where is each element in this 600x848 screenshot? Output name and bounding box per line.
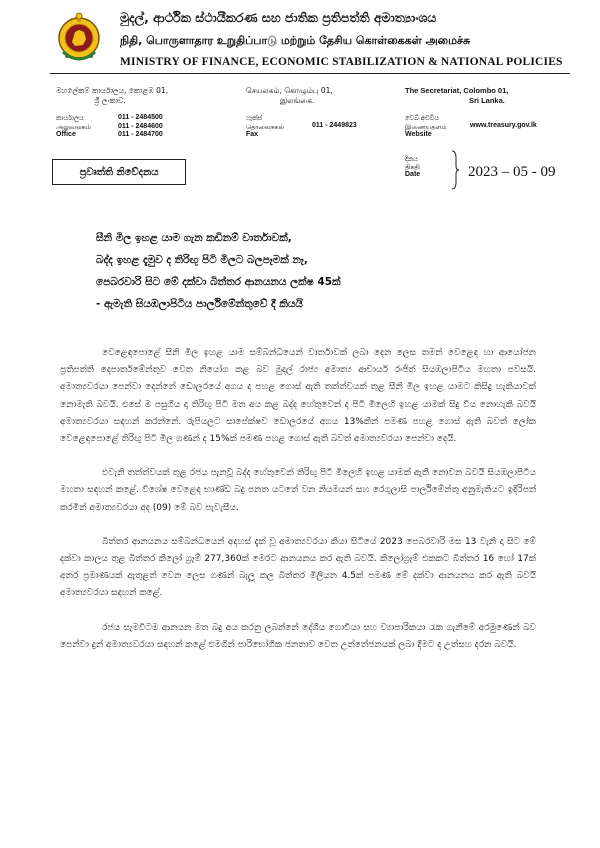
ministry-name-tamil: நிதி, பொருளாதார உறுதிப்பாடு மற்றும் தேசிய கொள்கைகள் அமைச்சு	[120, 34, 471, 47]
address-english: The Secretariat, Colombo 01, Sri Lanka.	[405, 86, 509, 105]
office-label: කාර්යාලය அலுவலகம் Office	[56, 114, 91, 138]
website-link[interactable]: www.treasury.gov.lk	[470, 122, 537, 129]
office-numbers: 011 - 2484500 011 - 2484600 011 - 2484700	[118, 114, 163, 138]
paragraph-3: බිත්තර ආනයනය සම්බන්ධයෙන් අදහස් දැක් වූ අමාත්‍යවරයා කියා සිටියේ 2023 පෙබරවාරි මස 13 වැනි දා සිට මේ දක්වා කාලය තුළ බිත්තර කිලෝ ග්‍රෑම් 277,360ක් මෙරට ආනයනය කර ඇති බවයි. කිලෝග්‍රෑම් එකකට බිත්තර 16 හෝ 17ක් අතර ප්‍රමාණයක් ඇතුළත් වෙන ලෙස ගණන් බැලූ කල බිත්තර මිලියන 4.5ක් පමණ මේ දක්වා ආනයනය කර ඇති බවයි අමාත්‍යවරයා සඳහන් කළේ.	[60, 536, 536, 599]
date-label: දිනය திகதி Date	[405, 155, 421, 178]
press-release-label: ප්‍රවෘත්ති නිවේදනය	[52, 159, 186, 185]
paragraph-4: රජය සැමවිටම ආනයන මත බදු අය කරනු ලබන්නේ දේශීය ගොවියා සහ ව්‍යාපාරිකයා රැක ගැනීමේ අරමුණෙන් බව පෙන්වා දුන් අමාත්‍යවරයා සඳහන් කළේ එමගින් පාරිභෝගික ජනතාව වෙත උත්තේජනයක් ලබා දීමට ද උත්සහ දරන බවයි.	[60, 622, 536, 650]
headline-line-3: පෙබරවාරි සිට මේ දක්වා බිත්තර ආනයනය ලක්ෂ 45ක්	[96, 276, 341, 288]
headline-line-2: බද්ද ඉහළ දැමුව ද තිරිඟු පිටි මිලට බලපෑමක් නෑ,	[96, 254, 308, 266]
date-brace-icon	[451, 150, 459, 190]
headline-line-1: සීනි මිල ඉහළ යාම ගැන කඩිනම් වාර්තාවක්,	[96, 232, 292, 244]
article-body	[60, 345, 536, 671]
ministry-name-english: MINISTRY OF FINANCE, ECONOMIC STABILIZATION & NATIONAL POLICIES	[120, 56, 563, 68]
release-date: 2023 – 05 - 09	[468, 164, 556, 180]
website-label: වෙබ් අඩවිය இணையதளம் Website	[405, 114, 447, 138]
headline-line-4: - ඇමැති සියඹලාපිටිය පාර්ලිමේන්තුවේ දී කියයි	[96, 298, 303, 310]
header-divider	[50, 73, 570, 74]
ministry-name-sinhala: මුදල්, ආර්ථික ස්ථායීකරණ සහ ජාතික ප්‍රතිපත්ති අමාත්‍යාංශය	[120, 10, 437, 25]
fax-label: ෆැක්ස් தொலைநகல் Fax	[246, 114, 284, 138]
paragraph-1: වෙළෙඳපොළේ සීනි මිල ඉහළ යාම සම්බන්ධයෙන් වාර්තාවක් ලබා දෙන ලෙස තමන් වෙළෙඳ හා ආයෝජන ප්‍රතිපත්ති දෙපාර්තමේන්තුව වෙත නියෝග කළ බව මුදල් රාජ්‍ය අමාත්‍ය ආචාර්ය රංජිත් සියඹලාපිටිය මහතා පවසයි. අමාත්‍යවරයා පෙන්වා දෙන්නේ ඩොලරයේ අගය ද පහළ ගොස් ඇති තත්ත්වයක් තුළ සීනි මිල ඉහළ යාමට කිසිදු හැකියාවක් නොමැති බවයි. එසේ ම පසුගිය දා තිරිඟු පිටි මත අය කළ බද්ද හේතුවෙන් ද පිටි මිලෙහි ඉහළ යාමක් සිදු විය නොහැකි බවයි අමාත්‍යවරයා සඳහන් කරන්නේ. රුපියලට සාපේක්ෂව ඩොලරයේ අගය 13%කින් පමණ පහළ ගොස් ඇති බවත් ලෝක වෙළෙඳපොළේ තිරිඟු පිටි මිල ගණන් ද 15%ක් පමණ පහළ ගොස් ඇති බවත් අමාත්‍යවරයා පෙන්වා දෙයි.	[60, 348, 536, 445]
fax-number: 011 - 2449823	[312, 122, 357, 129]
paragraph-2: එවැනි තත්ත්වයක් තුළ රජය පැනවූ බද්ද හේතුවෙන් තිරිඟු පිටි මිලෙහි ඉහළ යාමක් ඇති නොවන බවයි සියඹලාපිටිය මහතා සඳහන් කළේ. විශේෂ වෙළෙඳ භාණ්ඩ බදු පනත යටතේ වන නියමයන් සහ රෙගුලාසි පාර්ලිමේන්තු අනුමැතියට ඉදිරිපත් කරමින් අමාත්‍යවරයා අද (09) මේ බව පැවැසීය.	[60, 468, 536, 513]
address-sinhala: මහලේකම් කාර්යාලය, කොළඹ 01, ශ්‍රී ලංකාව.	[56, 86, 169, 105]
sri-lanka-emblem-icon	[55, 12, 103, 66]
address-tamil: செயலகம், கொழும்பு 01, இலங்கை.	[246, 86, 333, 105]
